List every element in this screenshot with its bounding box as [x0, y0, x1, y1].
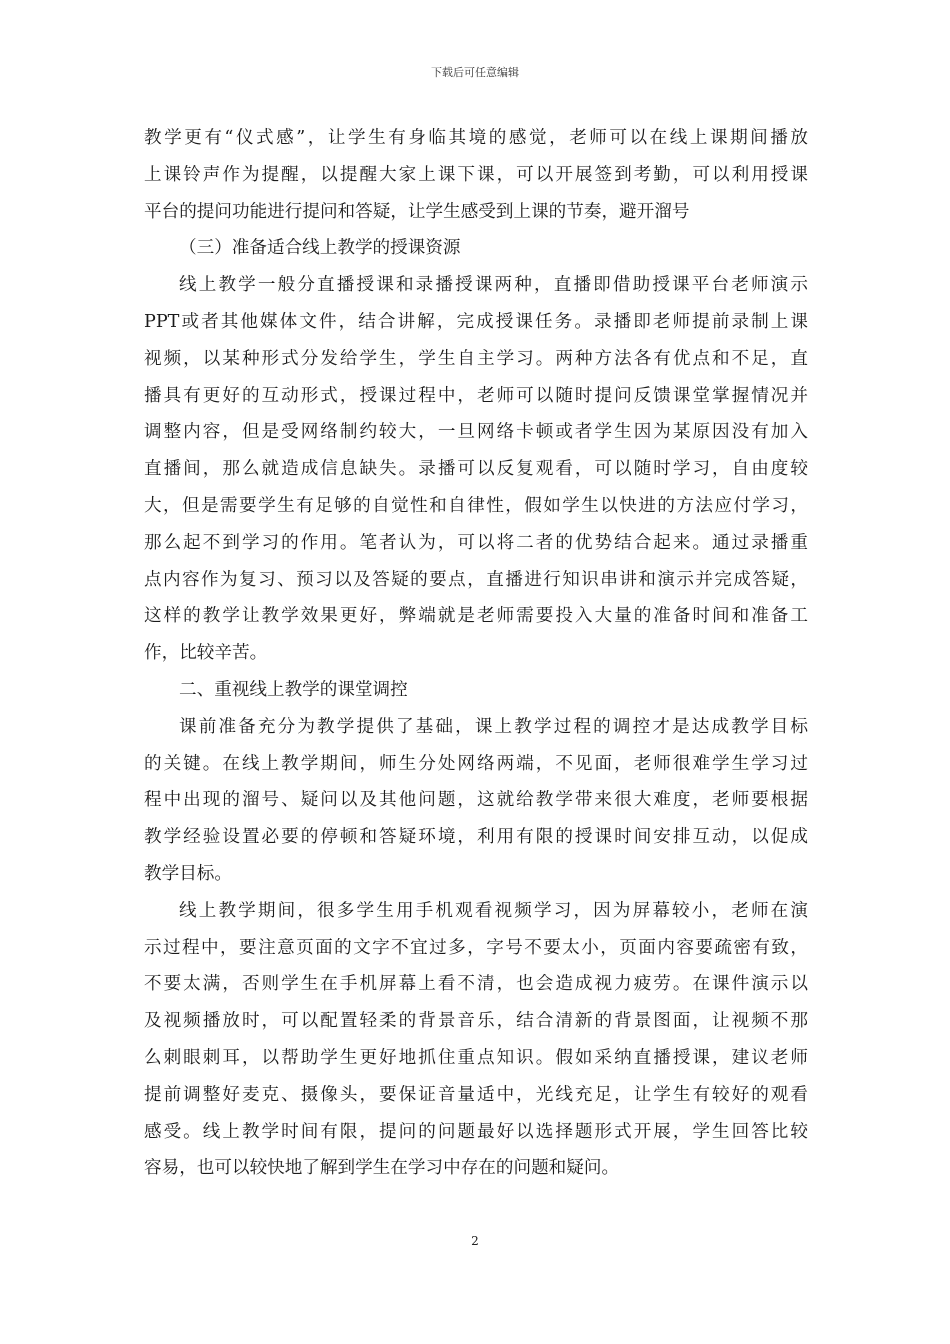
section-heading: 二、重视线上教学的课堂调控	[179, 679, 408, 700]
text-line: 这样的教学让教学效果更好，弊端就是老师需要投入大量的准备时间和准备工	[144, 606, 808, 627]
text-line: 视频，以某种形式分发给学生，学生自主学习。两种方法各有优点和不足，直	[144, 348, 808, 369]
text-line: 教学更有“仪式感”，让学生有身临其境的感觉，老师可以在线上课期间播放	[144, 128, 808, 148]
text-line: 教学经验设置必要的停顿和答疑环境，利用有限的授课时间安排互动，以促成	[144, 827, 808, 848]
text-line: 作，比较辛苦。	[144, 643, 268, 664]
text-line: 么刺眼刺耳，以帮助学生更好地抓住重点知识。假如采纳直播授课，建议老师	[144, 1047, 808, 1068]
text-line: 平台的提问功能进行提问和答疑，让学生感受到上课的节奏，避开溜号	[144, 201, 690, 222]
section-heading: （三）准备适合线上教学的授课资源	[179, 238, 461, 259]
page-number: 2	[471, 1234, 479, 1248]
text-line: 程中出现的溜号、疑问以及其他问题，这就给教学带来很大难度，老师要根据	[144, 790, 808, 811]
text-line: 直播间，那么就造成信息缺失。录播可以反复观看，可以随时学习，自由度较	[144, 459, 808, 480]
text-line: 调整内容，但是受网络制约较大，一旦网络卡顿或者学生因为某原因没有加入	[144, 422, 808, 443]
text-line: 线上教学一般分直播授课和录播授课两种，直播即借助授课平台老师演示	[179, 275, 808, 296]
text-line: 示过程中，要注意页面的文字不宜过多，字号不要太小，页面内容要疏密有致，	[144, 937, 808, 958]
text-line: 那么起不到学习的作用。笔者认为，可以将二者的优势结合起来。通过录播重	[144, 532, 808, 553]
text-line: 的关键。在线上教学期间，师生分处网络两端，不见面，老师很难学生学习过	[144, 753, 808, 774]
text-line: 播具有更好的互动形式，授课过程中，老师可以随时提问反馈课堂掌握情况并	[144, 385, 808, 406]
text-line: 课前准备充分为教学提供了基础，课上教学过程的调控才是达成教学目标	[179, 716, 808, 737]
text-line: 不要太满，否则学生在手机屏幕上看不清，也会造成视力疲劳。在课件演示以	[144, 974, 808, 995]
text-line: 教学目标。	[144, 863, 232, 884]
text-line: 线上教学期间，很多学生用手机观看视频学习，因为屏幕较小，老师在演	[179, 900, 808, 921]
text-line: 上课铃声作为提醒，以提醒大家上课下课，可以开展签到考勤，可以利用授课	[144, 164, 808, 185]
page-header: 下载后可任意编辑	[431, 66, 519, 79]
document-body	[144, 120, 808, 1187]
text-line: 感受。线上教学时间有限，提问的问题最好以选择题形式开展，学生回答比较	[144, 1121, 808, 1142]
text-line: 及视频播放时，可以配置轻柔的背景音乐，结合清新的背景图面，让视频不那	[144, 1011, 808, 1032]
text-line: 大，但是需要学生有足够的自觉性和自律性，假如学生以快进的方法应付学习，	[144, 495, 808, 516]
text-line: 容易，也可以较快地了解到学生在学习中存在的问题和疑问。	[144, 1158, 620, 1179]
text-line: PPT或者其他媒体文件，结合讲解，完成授课任务。录播即老师提前录制上课	[144, 311, 808, 332]
text-line: 提前调整好麦克、摄像头，要保证音量适中，光线充足，让学生有较好的观看	[144, 1084, 808, 1105]
text-line: 点内容作为复习、预习以及答疑的要点，直播进行知识串讲和演示并完成答疑，	[144, 569, 808, 590]
